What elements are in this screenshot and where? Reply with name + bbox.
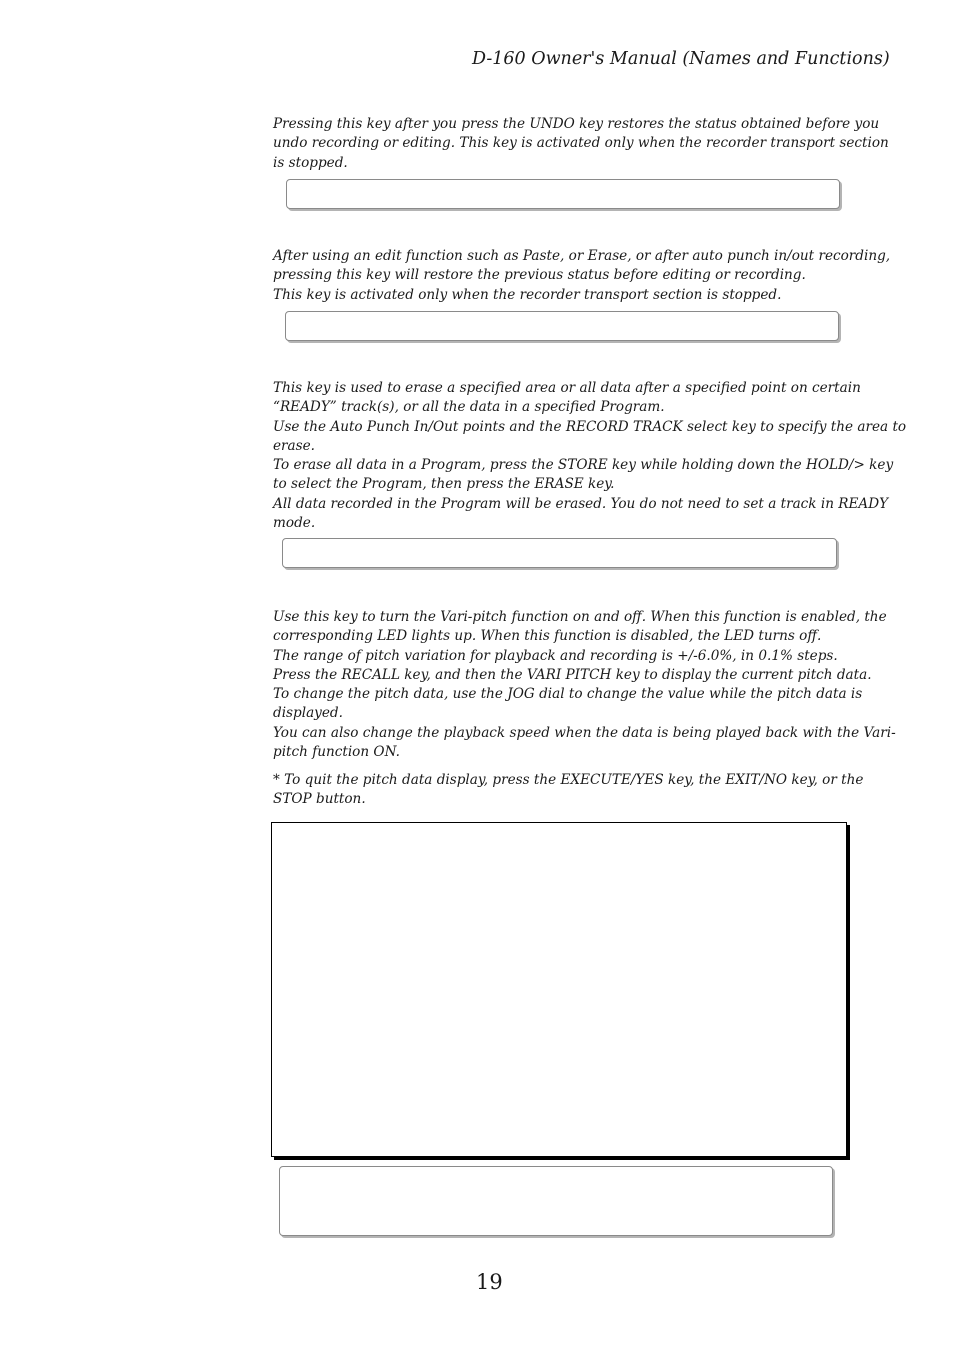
erase-description <box>273 379 907 533</box>
redo-note-box <box>286 179 840 209</box>
text-line: You can also change the playback speed when the data is being played back with the Vari- <box>273 724 896 741</box>
undo-description <box>273 247 891 305</box>
text-line: “READY” track(s), or all the data in a specified Program. <box>273 399 665 416</box>
text-line: After using an edit function such as Paste, or Erase, or after auto punch in/out recording, <box>273 248 891 264</box>
page-number: 19 <box>476 1270 503 1294</box>
text-line: corresponding LED lights up. When this function is disabled, the LED turns off. <box>273 628 822 645</box>
text-line: displayed. <box>273 705 343 722</box>
vari-pitch-description <box>273 608 896 762</box>
text-line: undo recording or editing. This key is activated only when the recorder transport section <box>273 135 889 152</box>
page-header-title: D-160 Owner's Manual (Names and Functions) <box>472 49 890 69</box>
text-line: is stopped. <box>273 154 348 171</box>
undo-note-box <box>285 311 839 341</box>
text-line: mode. <box>273 515 316 532</box>
text-line: * To quit the pitch data display, press the EXECUTE/YES key, the EXIT/NO key, or the <box>273 772 864 788</box>
text-line: Press the RECALL key, and then the VARI PITCH key to display the current pitch data. <box>273 666 872 683</box>
pitch-display-illustration-frame <box>271 822 847 1157</box>
text-line: Pressing this key after you press the UNDO key restores the status obtained before you <box>273 116 880 132</box>
text-line: Use this key to turn the Vari-pitch function on and off. When this function is enabled, the <box>273 609 887 625</box>
text-line: Use the Auto Punch In/Out points and the RECORD TRACK select key to specify the area to <box>273 418 907 435</box>
text-line: This key is activated only when the recorder transport section is stopped. <box>273 286 782 303</box>
text-line: To change the pitch data, use the JOG dial to change the value while the pitch data is <box>273 686 863 703</box>
text-line: STOP button. <box>273 791 366 808</box>
redo-description <box>273 115 889 173</box>
text-line: All data recorded in the Program will be erased. You do not need to set a track in READY <box>273 495 889 512</box>
text-line: to select the Program, then press the ERASE key. <box>273 476 615 493</box>
text-line: pressing this key will restore the previous status before editing or recording. <box>273 267 806 284</box>
text-line: The range of pitch variation for playback and recording is +/-6.0%, in 0.1% steps. <box>273 647 838 664</box>
text-line: This key is used to erase a specified area or all data after a specified point on certain <box>273 380 861 396</box>
erase-note-box <box>282 538 837 568</box>
text-line: To erase all data in a Program, press the STORE key while holding down the HOLD/> key <box>273 457 894 474</box>
vari-pitch-note <box>273 771 867 810</box>
vari-pitch-note-box <box>279 1166 833 1236</box>
text-line: pitch function ON. <box>273 744 400 761</box>
text-line: erase. <box>273 437 315 454</box>
